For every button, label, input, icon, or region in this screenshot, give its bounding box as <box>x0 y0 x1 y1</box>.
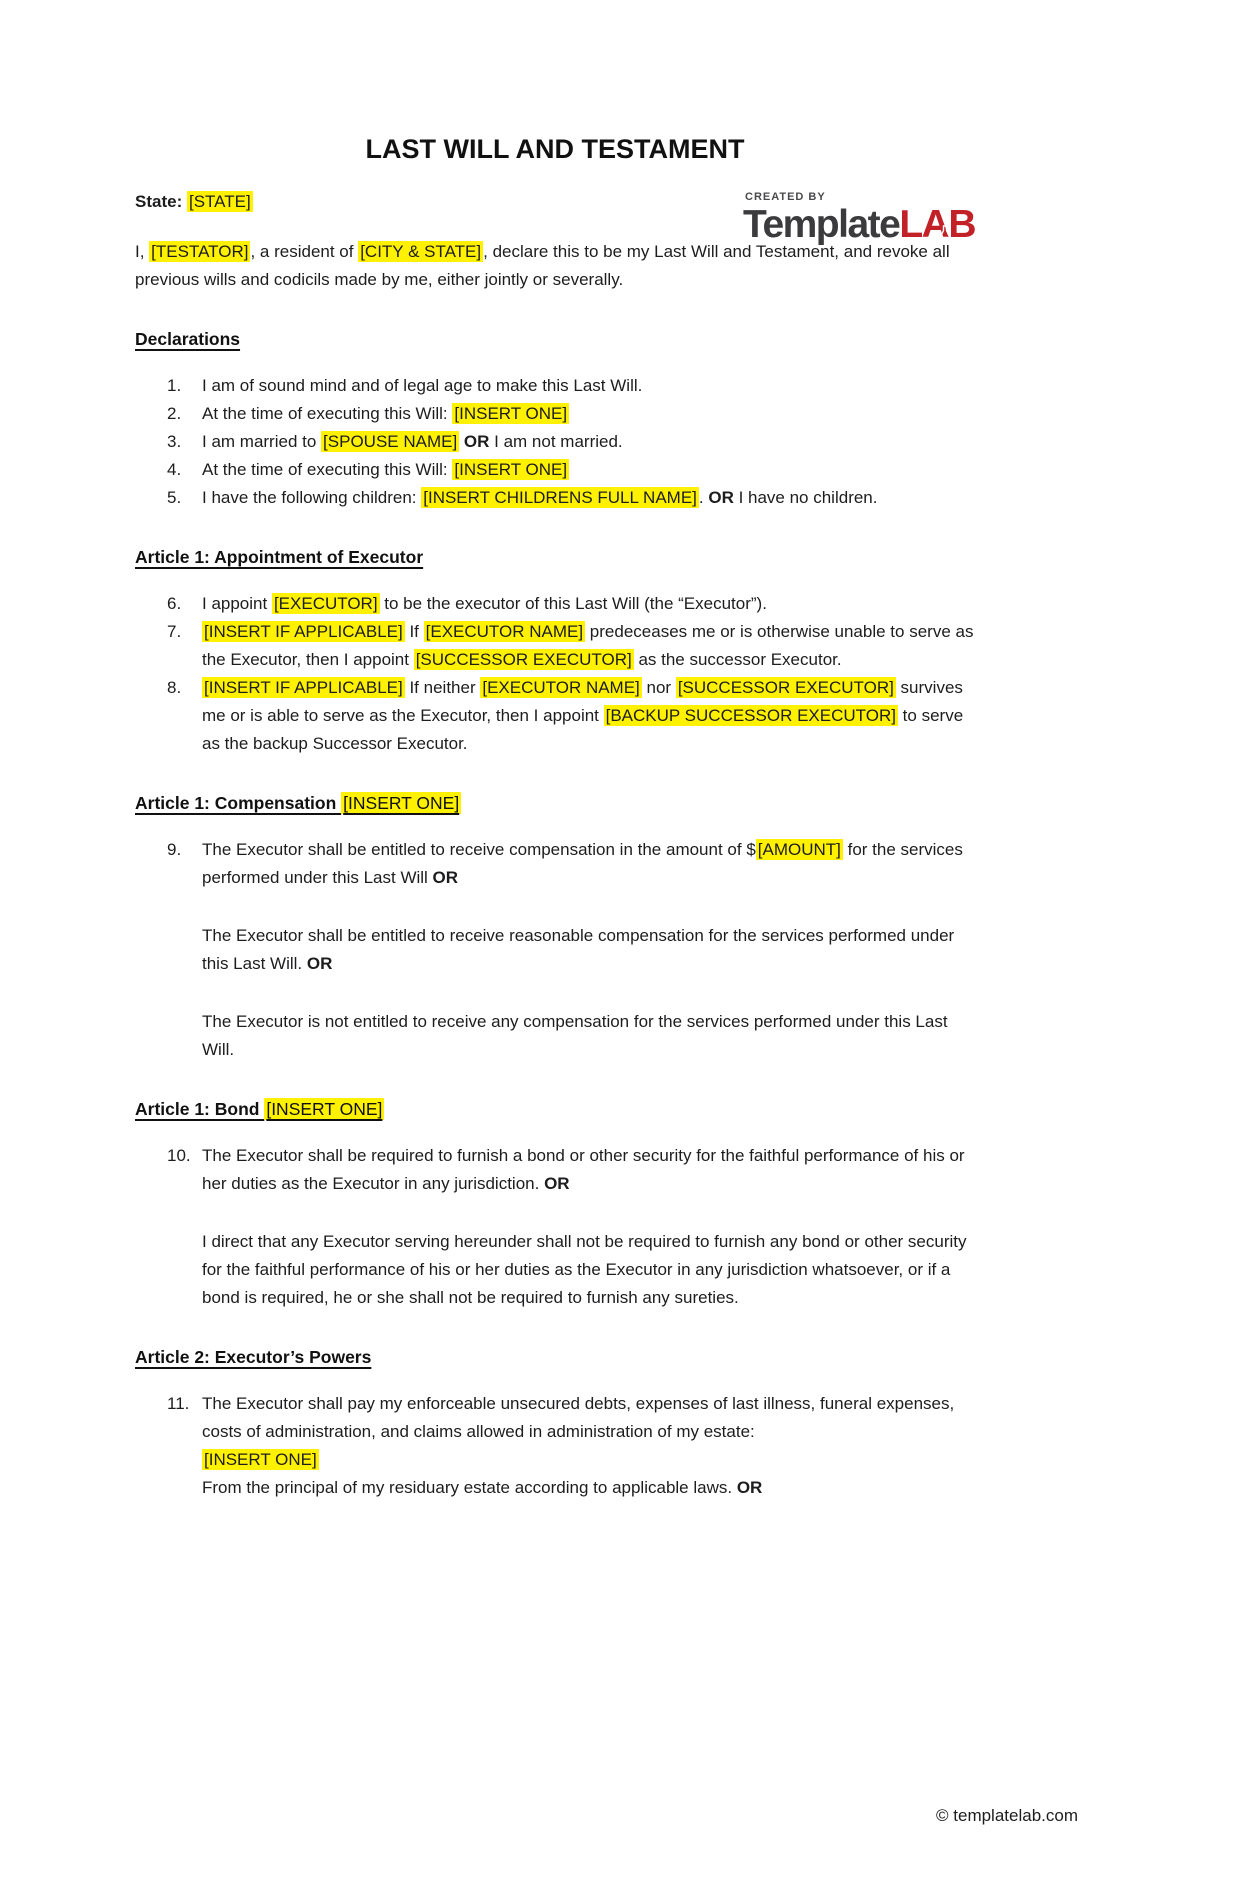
numbered-list <box>135 372 975 512</box>
text-segment: OR <box>736 1478 763 1497</box>
list-item-number: 9. <box>167 840 182 859</box>
list-item-content <box>202 428 975 456</box>
text-segment: At the time of executing this Will: <box>202 404 453 423</box>
list-item-paragraph <box>202 674 975 758</box>
text-segment: as the successor Executor. <box>633 650 842 669</box>
list-item-number: 11. <box>167 1394 190 1413</box>
templatelab-logo <box>743 192 975 244</box>
numbered-list <box>135 590 975 758</box>
text-segment: . <box>698 488 709 507</box>
list-item <box>135 456 975 484</box>
list-item <box>135 674 975 758</box>
list-item-content <box>202 456 975 484</box>
list-item-number: 10. <box>167 1146 191 1165</box>
placeholder-field: [EXECUTOR] <box>273 594 378 613</box>
brand-wordmark <box>743 203 975 246</box>
placeholder-field: [SPOUSE NAME] <box>323 432 458 451</box>
text-segment: survives me or is able to serve as the Executor, then I appoint <box>202 678 963 725</box>
text-segment: I am of sound mind and of legal age to make this Last Will. <box>202 376 643 395</box>
text-segment: for the services performed under this Last Will <box>202 840 963 887</box>
list-item-content <box>202 484 975 512</box>
list-item-paragraph <box>202 400 975 428</box>
list-item-content <box>202 590 975 618</box>
text-segment: From the principal of my residuary estate according to applicable laws. <box>202 1478 737 1497</box>
section-heading <box>135 1096 975 1122</box>
list-item-number: 2. <box>167 404 182 423</box>
text-segment: State: <box>135 192 187 211</box>
text-segment: to serve as the backup Successor Executor. <box>202 706 964 753</box>
section-heading <box>135 544 975 570</box>
list-item-paragraph <box>202 922 975 978</box>
document-title: LAST WILL AND TESTAMENT <box>365 134 745 164</box>
placeholder-field: [AMOUNT] <box>757 840 841 859</box>
text-segment: to be the executor of this Last Will (the “Executor”). <box>379 594 767 613</box>
text-segment: If <box>404 622 424 641</box>
footer-copyright: © templatelab.com <box>936 1806 1078 1825</box>
list-item-number: 5. <box>167 488 182 507</box>
list-item-paragraph <box>202 372 975 400</box>
list-item-content <box>202 372 975 400</box>
intro-paragraph <box>135 238 975 294</box>
text-segment: Article 1: Compensation <box>135 793 342 813</box>
text-segment: Declarations <box>135 329 241 349</box>
text-segment: Article 1: Appointment of Executor <box>135 547 424 567</box>
text-segment: , declare this to be my Last Will and Testament, and revoke all previous wills and codicils made by me, either jointly or severally. <box>135 242 950 289</box>
text-segment: , a resident of <box>250 242 359 261</box>
placeholder-field: [INSERT ONE] <box>204 1450 317 1469</box>
placeholder-field: [BACKUP SUCCESSOR EXECUTOR] <box>605 706 896 725</box>
list-item <box>135 618 975 674</box>
text-segment: Article 2: Executor’s Powers <box>135 1347 372 1367</box>
text-segment: I direct that any Executor serving hereunder shall not be required to furnish any bond or other security for the faithful performance of his or her duties as the Executor in any jurisdiction whatsoever, or if a bond is required, he or she shall not be required to furnish any sureties. <box>202 1232 967 1307</box>
section-heading <box>135 790 975 816</box>
list-item-content <box>202 836 975 1064</box>
text-segment: The Executor shall pay my enforceable unsecured debts, expenses of last illness, funeral expenses, costs of administration, and claims allowed in administration of my estate: <box>202 1394 955 1441</box>
text-segment: OR <box>432 868 459 887</box>
list-item-paragraph <box>202 1390 975 1502</box>
list-item-number: 8. <box>167 678 182 697</box>
text-segment: At the time of executing this Will: <box>202 460 453 479</box>
list-item-paragraph <box>202 590 975 618</box>
text-segment: OR <box>708 488 734 507</box>
list-item <box>135 1142 975 1312</box>
text-segment: nor <box>641 678 676 697</box>
list-item <box>135 484 975 512</box>
list-item-paragraph <box>202 1142 975 1198</box>
list-item-paragraph <box>202 428 975 456</box>
text-segment: If neither <box>404 678 481 697</box>
text-segment: The Executor is not entitled to receive any compensation for the services performed under this Last Will. <box>202 1012 948 1059</box>
text-segment: I have no children. <box>733 488 878 507</box>
numbered-list <box>135 1390 975 1502</box>
text-segment: The Executor shall be entitled to receive compensation in the amount of $ <box>202 840 756 859</box>
list-item-content <box>202 618 975 674</box>
list-item-paragraph <box>202 618 975 674</box>
list-item <box>135 1390 975 1502</box>
text-segment: I have the following children: <box>202 488 422 507</box>
list-item-content <box>202 674 975 758</box>
placeholder-field: [SUCCESSOR EXECUTOR] <box>415 650 632 669</box>
list-item-paragraph <box>202 1228 975 1312</box>
list-item-paragraph <box>202 836 975 892</box>
flask-icon <box>939 225 951 241</box>
placeholder-field: [TESTATOR] <box>151 242 249 261</box>
placeholder-field: [INSERT ONE] <box>266 1099 383 1119</box>
numbered-list <box>135 1142 975 1312</box>
text-segment: I am married to <box>202 432 322 451</box>
text-segment: I am not married. <box>489 432 623 451</box>
section-heading <box>135 326 975 352</box>
list-item <box>135 590 975 618</box>
created-by-label: CREATED BY <box>745 191 826 203</box>
brand-lab-text: LAB <box>899 203 975 246</box>
list-item-number: 7. <box>167 622 182 641</box>
list-item-number: 6. <box>167 594 182 613</box>
numbered-list <box>135 836 975 1064</box>
placeholder-field: [INSERT IF APPLICABLE] <box>204 678 403 697</box>
list-item-paragraph <box>202 1008 975 1064</box>
section-heading <box>135 1344 975 1370</box>
text-segment: OR <box>463 432 490 451</box>
document-page <box>0 132 1240 1502</box>
list-item-number: 4. <box>167 460 182 479</box>
list-item-content <box>202 1142 975 1312</box>
list-item-number: 1. <box>167 376 182 395</box>
placeholder-field: [STATE] <box>188 192 251 211</box>
list-item-paragraph <box>202 484 975 512</box>
placeholder-field: [INSERT IF APPLICABLE] <box>204 622 403 641</box>
list-item <box>135 428 975 456</box>
brand-template-text: Template <box>743 203 900 246</box>
list-item <box>135 400 975 428</box>
document-body <box>135 188 975 1502</box>
placeholder-field: [CITY & STATE] <box>360 242 482 261</box>
list-item <box>135 836 975 1064</box>
placeholder-field: [INSERT CHILDRENS FULL NAME] <box>423 488 697 507</box>
placeholder-field: [INSERT ONE] <box>454 404 568 423</box>
list-item-content <box>202 400 975 428</box>
list-item-paragraph <box>202 456 975 484</box>
list-item-content <box>202 1390 975 1502</box>
text-segment: OR <box>306 954 333 973</box>
text-segment: Article 1: Bond <box>135 1099 265 1119</box>
placeholder-field: [INSERT ONE] <box>343 793 460 813</box>
text-segment: The Executor shall be entitled to receive reasonable compensation for the services performed under this Last Will. <box>202 926 955 973</box>
text-segment: predeceases me or is otherwise unable to serve as the Executor, then I appoint <box>202 622 974 669</box>
placeholder-field: [EXECUTOR NAME] <box>482 678 640 697</box>
placeholder-field: [INSERT ONE] <box>454 460 568 479</box>
text-segment: I appoint <box>202 594 272 613</box>
text-segment: The Executor shall be required to furnish a bond or other security for the faithful performance of his or her duties as the Executor in any jurisdiction. <box>202 1146 965 1193</box>
placeholder-field: [EXECUTOR NAME] <box>425 622 584 641</box>
list-item <box>135 372 975 400</box>
text-segment: I, <box>135 242 150 261</box>
list-item-number: 3. <box>167 432 182 451</box>
text-segment: OR <box>544 1174 570 1193</box>
placeholder-field: [SUCCESSOR EXECUTOR] <box>677 678 894 697</box>
